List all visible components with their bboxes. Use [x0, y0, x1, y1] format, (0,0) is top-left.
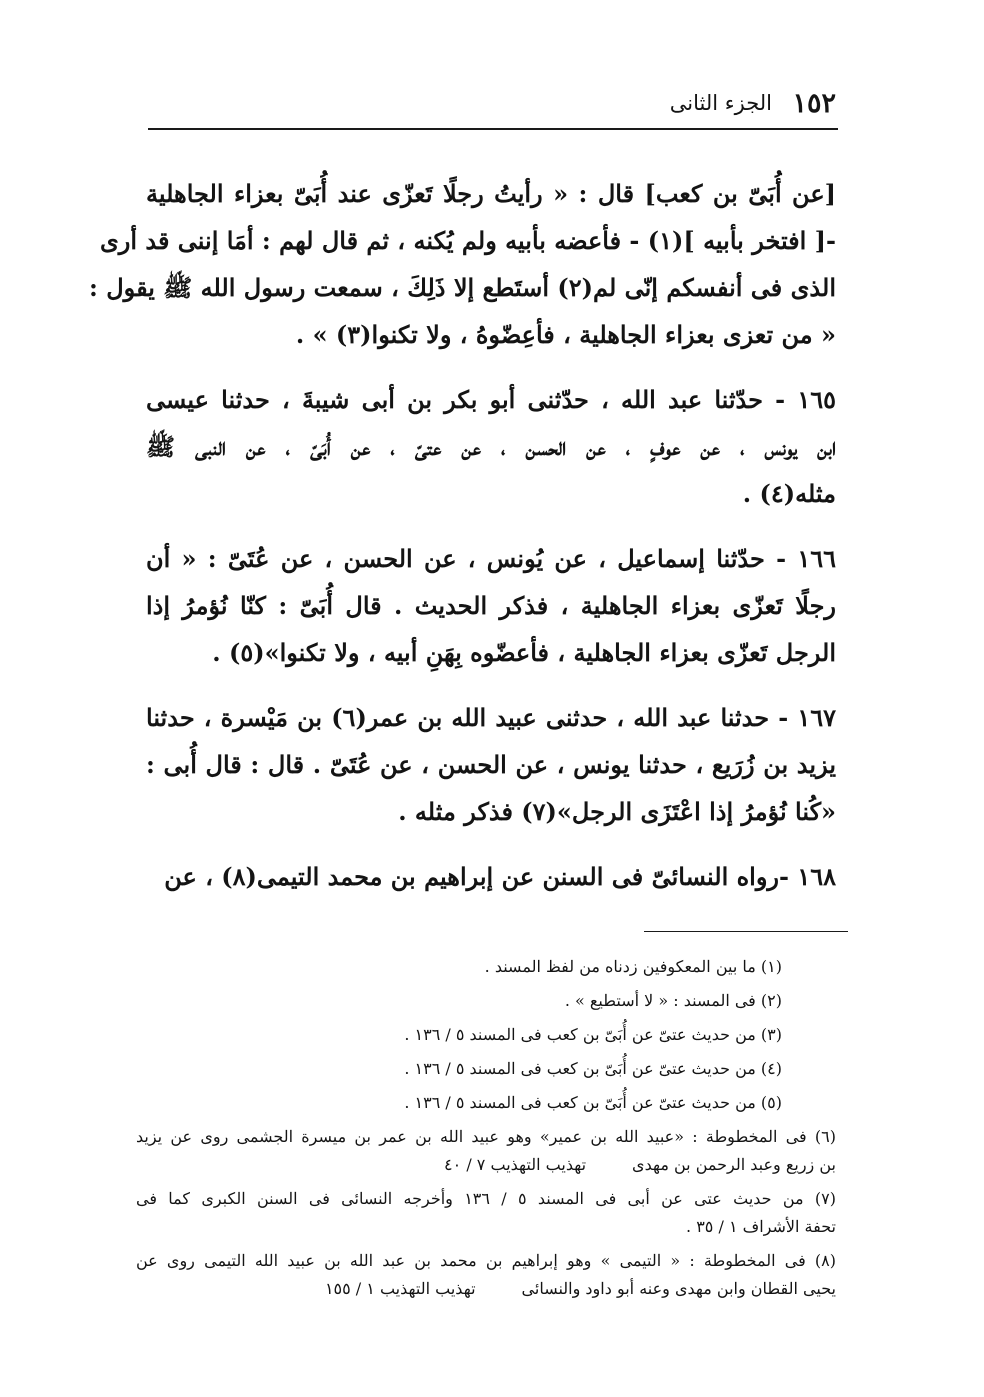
- text-line: الذى فى أنفسكم إنّى لم(٢) أستَطع إلا ذَلِكَ ، سمعت رسول الله ﷺ يقول :: [89, 273, 836, 302]
- footnote: [136, 1089, 836, 1117]
- text-line: ابن يونس ، عن عوفٍ ، عن الحسن ، عن عتىّ ، عن أُبَىّ ، عن النبى ﷺ: [146, 432, 836, 461]
- text-line: « من تعزى بعزاء الجاهلية ، فأعِضّوهُ ، ولا تكنوا(٣) » .: [295, 320, 836, 349]
- footnote-line: تحفة الأشراف ١ / ٣٥ .: [686, 1217, 836, 1236]
- footnote-line: [136, 1151, 836, 1179]
- text-line: ١٦٥ - حدّثنا عبد الله ، حدّثنى أبو بكر بن أبى شيبةَ ، حدثنا عيسى: [146, 385, 836, 414]
- footnote: [136, 1247, 836, 1303]
- text-line: ١٦٨ -رواه النسائىّ فى السنن عن إبراهيم بن محمد التيمى(٨) ، عن: [164, 862, 836, 891]
- footnote: [136, 1055, 836, 1083]
- footnote-separator: [644, 931, 848, 932]
- text-line: الرجل تَعزّى بعزاء الجاهلية ، فأعضّوه بِهَنِ أبيه ، ولا تكنوا»(٥) .: [212, 638, 836, 667]
- text-line: [عن أُبَىّ بن كعب] قال : « رأيتُ رجلًا تَعزّى عند أُبَىّ بعزاء الجاهلية: [146, 179, 836, 208]
- footnote: [136, 987, 836, 1015]
- text-line: رجلًا تَعزّى بعزاء الجاهلية ، فذكر الحديث . قال أُبَىّ : كنّا نُؤمرُ إذا: [146, 591, 836, 620]
- paragraph: [146, 376, 836, 517]
- paragraph: [146, 694, 836, 835]
- footnote: [136, 953, 836, 981]
- footnote-citation-text: يحيى القطان وابن مهدى وعنه أبو داود والنسائى: [521, 1279, 836, 1298]
- spacer: [586, 1151, 632, 1179]
- text-line: ١٦٧ - حدثنا عبد الله ، حدثنى عبيد الله بن عمر(٦) بن مَيْسرة ، حدثنا: [146, 703, 836, 732]
- paragraph: [146, 853, 836, 900]
- footnote: [136, 1123, 836, 1179]
- footnotes: [136, 953, 836, 1309]
- footnote-line: (٤) من حديث عتىّ عن أُبَىّ بن كعب فى المسند ٥ / ١٣٦ .: [404, 1059, 782, 1078]
- footnote-source-reference: تهذيب التهذيب ١ / ١٥٥: [324, 1279, 476, 1298]
- main-text: [89, 170, 836, 918]
- text-line: -[ افتخر بأبيه ](١) - فأعضه بأبيه ولم يُكنه ، ثم قال لهم : أمَا إننى قد أرى: [99, 226, 836, 255]
- footnote-line: (٧) من حديث عتى عن أبى فى المسند ٥ / ١٣٦ وأخرجه النسائى فى السنن الكبرى كما فى: [136, 1189, 837, 1208]
- page-header: [146, 88, 836, 124]
- footnote-source-reference: تهذيب التهذيب ٧ / ٤٠: [444, 1155, 587, 1174]
- text-line: يزيد بن زُرَيع ، حدثنا يونس ، عن الحسن ، عن عُتَىّ . قال : قال أُبى :: [146, 750, 836, 779]
- spacer: [476, 1275, 522, 1303]
- text-line: مثله(٤) .: [742, 479, 836, 508]
- text-line: ١٦٦ - حدّثنا إسماعيل ، عن يُونس ، عن الحسن ، عن عُتَىّ : « أن: [146, 544, 836, 573]
- running-title: الجزء الثانى: [669, 91, 772, 115]
- footnote-line: (٢) فى المسند : « لا أستطيع » .: [564, 991, 782, 1010]
- paragraph: [89, 170, 836, 358]
- footnote-line: (٣) من حديث عتىّ عن أُبَىّ بن كعب فى المسند ٥ / ١٣٦ .: [404, 1025, 782, 1044]
- paragraph: [146, 535, 836, 676]
- footnote: [136, 1185, 836, 1241]
- footnote-line: (٨) فى المخطوطة : « التيمى » وهو إبراهيم بن محمد بن عبد الله بن عبيد الله التيمى روى عن: [136, 1251, 837, 1270]
- header-rule: [148, 128, 838, 130]
- footnote-line: [136, 1275, 836, 1303]
- footnote-line: (٥) من حديث عتىّ عن أُبَىّ بن كعب فى المسند ٥ / ١٣٦ .: [404, 1093, 782, 1112]
- footnote-citation-text: بن زريع وعبد الرحمن بن مهدى: [632, 1155, 836, 1174]
- text-line: «كُنا نُؤمرُ إذا اعْتَزَى الرجل»(٧) فذكر مثله .: [398, 797, 836, 826]
- footnote-line: (١) ما بين المعكوفين زدناه من لفظ المسند .: [484, 957, 782, 976]
- page-number: ١٥٢: [792, 88, 836, 119]
- footnote: [136, 1021, 836, 1049]
- footnote-line: (٦) فى المخطوطة : «عبيد الله بن عمير» وهو عبيد الله بن عمر بن ميسرة الجشمى روى عن يزيد: [136, 1127, 836, 1146]
